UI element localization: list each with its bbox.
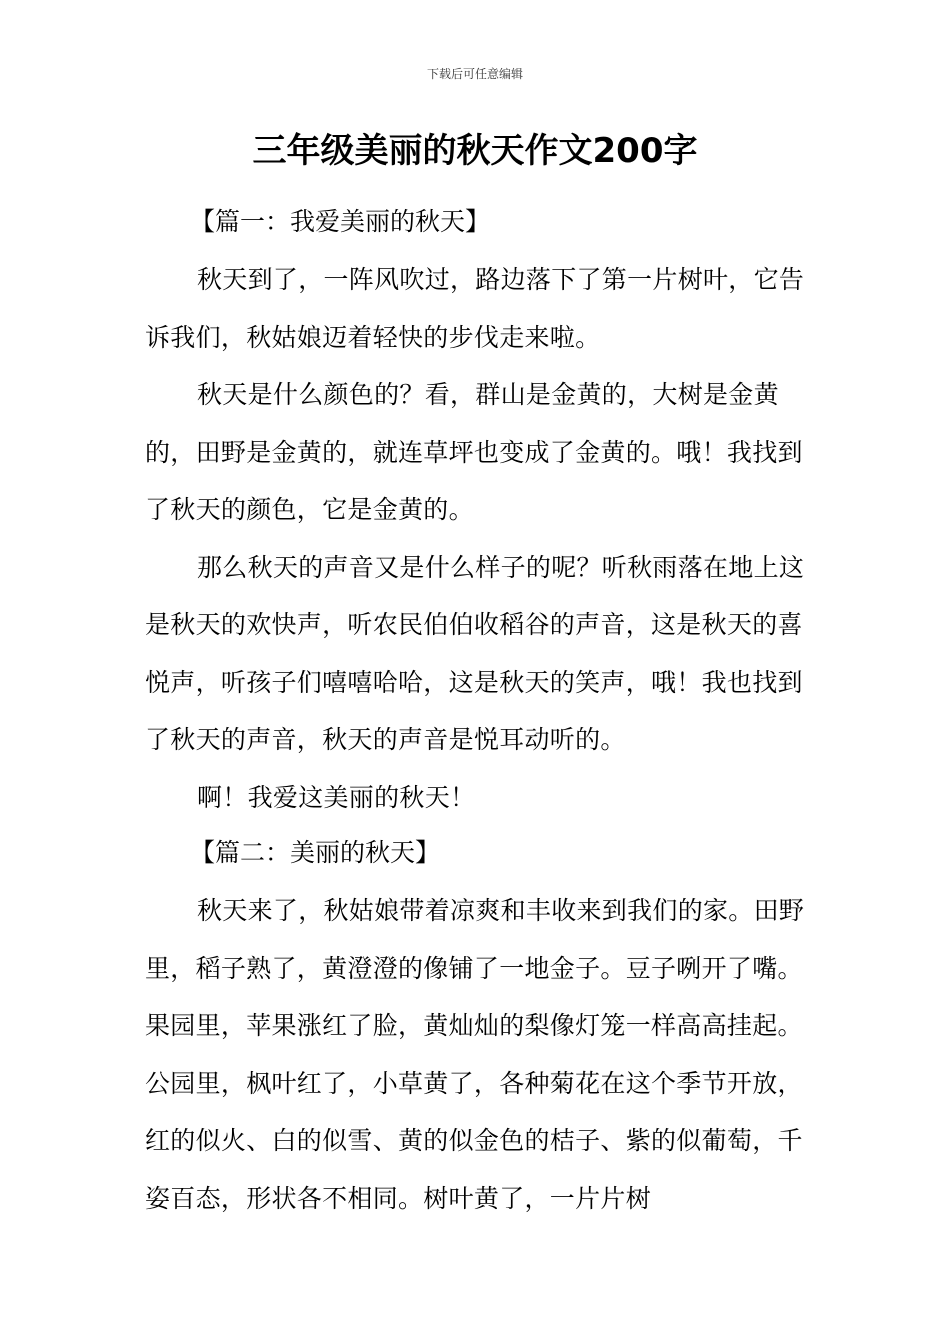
paragraph: 秋天到了，一阵风吹过，路边落下了第一片树叶，它告诉我们，秋姑娘迈着轻快的步伐走来啦。 — [145, 265, 805, 352]
section-2-body — [145, 882, 807, 1227]
header-note: 下载后可任意编辑 — [426, 67, 523, 81]
section-1-body — [145, 251, 807, 826]
paragraph: 啊！我爱这美丽的秋天！ — [197, 782, 476, 812]
section-heading-1: 【篇一：我爱美丽的秋天】 — [190, 207, 491, 236]
paragraph: 秋天来了，秋姑娘带着凉爽和丰收来到我们的家。田野里，稻子熟了，黄澄澄的像铺了一地金子。豆子咧开了嘴。果园里，苹果涨红了脸，黄灿灿的梨像灯笼一样高高挂起。公园里，枫叶红了，小草黄了，各种菊花在这个季节开放，红的似火、白的似雪、黄的似金色的桔子、紫的似葡萄，千姿百态，形状各不相同。树叶黄了，一片片树 — [145, 896, 805, 1213]
document-title: 三年级美丽的秋天作文200字 — [252, 131, 698, 171]
paragraph: 秋天是什么颜色的？看，群山是金黄的，大树是金黄的，田野是金黄的，就连草坪也变成了金黄的。哦！我找到了秋天的颜色，它是金黄的。 — [145, 380, 803, 524]
section-heading-2: 【篇二：美丽的秋天】 — [190, 838, 441, 867]
paragraph: 那么秋天的声音又是什么样子的呢？听秋雨落在地上这是秋天的欢快声，听农民伯伯收稻谷的声音，这是秋天的喜悦声，听孩子们嘻嘻哈哈，这是秋天的笑声，哦！我也找到了秋天的声音，秋天的声音是悦耳动听的。 — [145, 552, 805, 754]
